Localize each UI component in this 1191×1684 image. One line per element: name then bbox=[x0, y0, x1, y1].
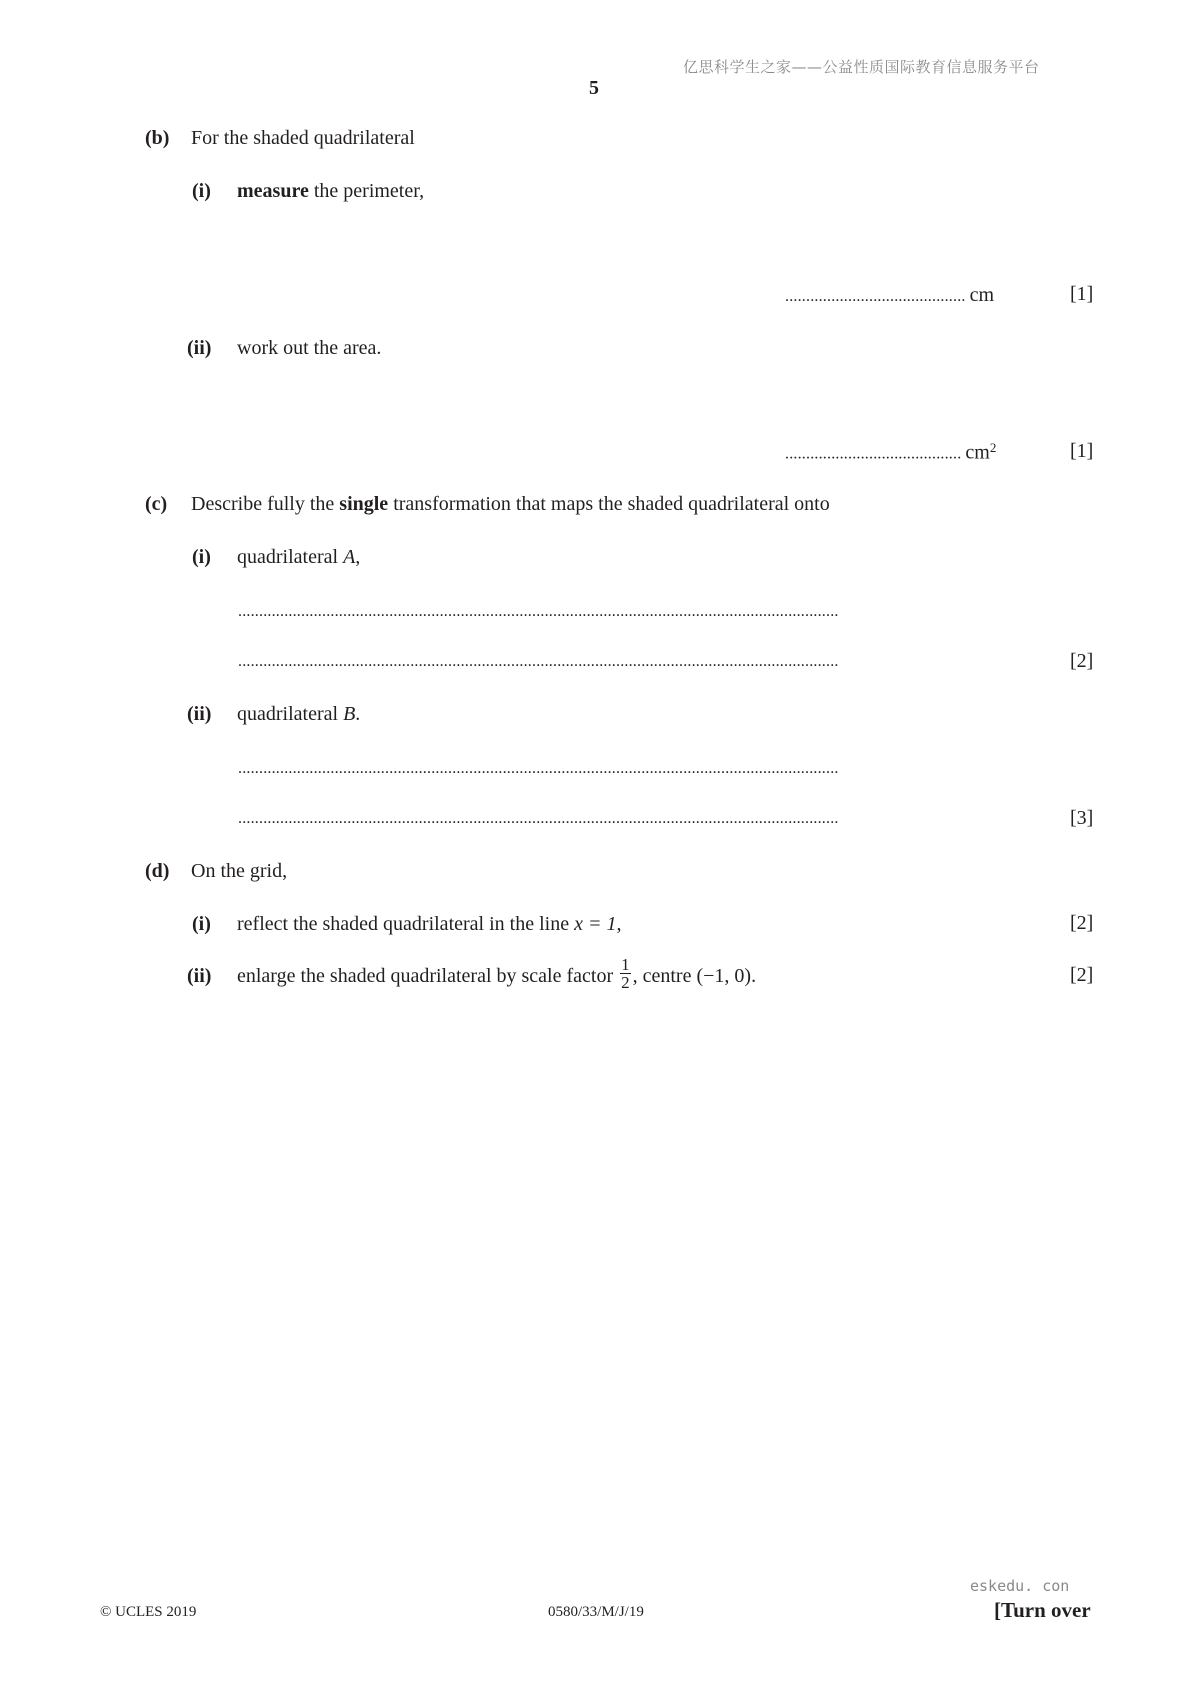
part-b-ii-text: work out the area. bbox=[237, 337, 382, 359]
part-c-i-answer-line-2[interactable]: ............................................................................................................................................... bbox=[238, 653, 839, 670]
part-c-i-text bbox=[237, 545, 360, 569]
unit: cm bbox=[969, 284, 995, 306]
part-b-ii-answer-line[interactable] bbox=[785, 440, 996, 464]
part-b-text: For the shaded quadrilateral bbox=[191, 127, 415, 149]
variable: B bbox=[343, 703, 356, 725]
part-b-i-bold: measure bbox=[237, 180, 309, 202]
part-b-i-answer-line[interactable] bbox=[785, 283, 994, 307]
footer-code: 0580/33/M/J/19 bbox=[548, 1604, 644, 1620]
part-d-ii-label: (ii) bbox=[187, 965, 212, 987]
answer-dots: .......................................... bbox=[785, 445, 962, 463]
part-c-label: (c) bbox=[145, 493, 168, 515]
part-b-i-label: (i) bbox=[192, 180, 211, 202]
turn-over: [Turn over bbox=[994, 1598, 1091, 1622]
part-c-ii-answer-line-1[interactable]: ............................................................................................................................................... bbox=[238, 760, 839, 777]
answer-dots: ........................................... bbox=[785, 288, 966, 305]
footer-copyright: © UCLES 2019 bbox=[100, 1604, 197, 1620]
part-b-ii-marks: [1] bbox=[1070, 440, 1094, 462]
part-d-i-marks: [2] bbox=[1070, 912, 1094, 934]
part-c-text bbox=[191, 492, 830, 516]
header-watermark: 亿思科学生之家——公益性质国际教育信息服务平台 bbox=[683, 58, 1040, 76]
unit-superscript: 2 bbox=[989, 440, 997, 455]
part-d-i-label: (i) bbox=[192, 913, 211, 935]
text-after: , centre (−1, 0). bbox=[632, 965, 757, 988]
part-c-ii-answer-line-2[interactable]: ............................................................................................................................................... bbox=[238, 810, 839, 827]
part-d-text: On the grid, bbox=[191, 860, 288, 882]
punct: . bbox=[355, 703, 361, 725]
part-b-i-rest: the perimeter, bbox=[308, 180, 425, 202]
page-number: 5 bbox=[589, 77, 599, 99]
fraction-denominator: 2 bbox=[621, 973, 630, 992]
part-c-i-marks: [2] bbox=[1070, 650, 1094, 672]
part-c-ii-text bbox=[237, 702, 360, 726]
part-c-ii-marks: [3] bbox=[1070, 807, 1094, 829]
part-c-ii-label: (ii) bbox=[187, 703, 212, 725]
part-c-i-answer-line-1[interactable]: ............................................................................................................................................... bbox=[238, 603, 839, 620]
part-d-label: (d) bbox=[145, 860, 170, 882]
unit: cm bbox=[965, 441, 990, 464]
site-watermark: eskedu. con bbox=[970, 1577, 1070, 1595]
part-c-i-label: (i) bbox=[192, 546, 211, 568]
part-d-i-text bbox=[237, 912, 621, 936]
part-d-ii-text bbox=[237, 955, 757, 992]
text: quadrilateral bbox=[237, 546, 344, 568]
part-d-ii-marks: [2] bbox=[1070, 964, 1094, 986]
fraction-one-half bbox=[620, 956, 631, 991]
punct: , bbox=[355, 546, 361, 568]
part-b-i-text bbox=[237, 179, 424, 203]
text: quadrilateral bbox=[237, 703, 344, 725]
variable: A bbox=[343, 546, 356, 568]
part-b-i-marks: [1] bbox=[1070, 283, 1094, 305]
part-b-label: (b) bbox=[145, 127, 170, 149]
text-before: Describe fully the bbox=[191, 493, 340, 515]
math: x = 1 bbox=[574, 913, 617, 935]
text: enlarge the shaded quadrilateral by scale factor bbox=[237, 965, 619, 988]
text-after: transformation that maps the shaded quadrilateral onto bbox=[388, 493, 830, 515]
fraction-numerator: 1 bbox=[621, 955, 630, 974]
part-b-ii-label: (ii) bbox=[187, 337, 212, 359]
text: reflect the shaded quadrilateral in the line bbox=[237, 913, 575, 935]
punct: , bbox=[616, 913, 622, 935]
bold-word: single bbox=[339, 493, 389, 515]
